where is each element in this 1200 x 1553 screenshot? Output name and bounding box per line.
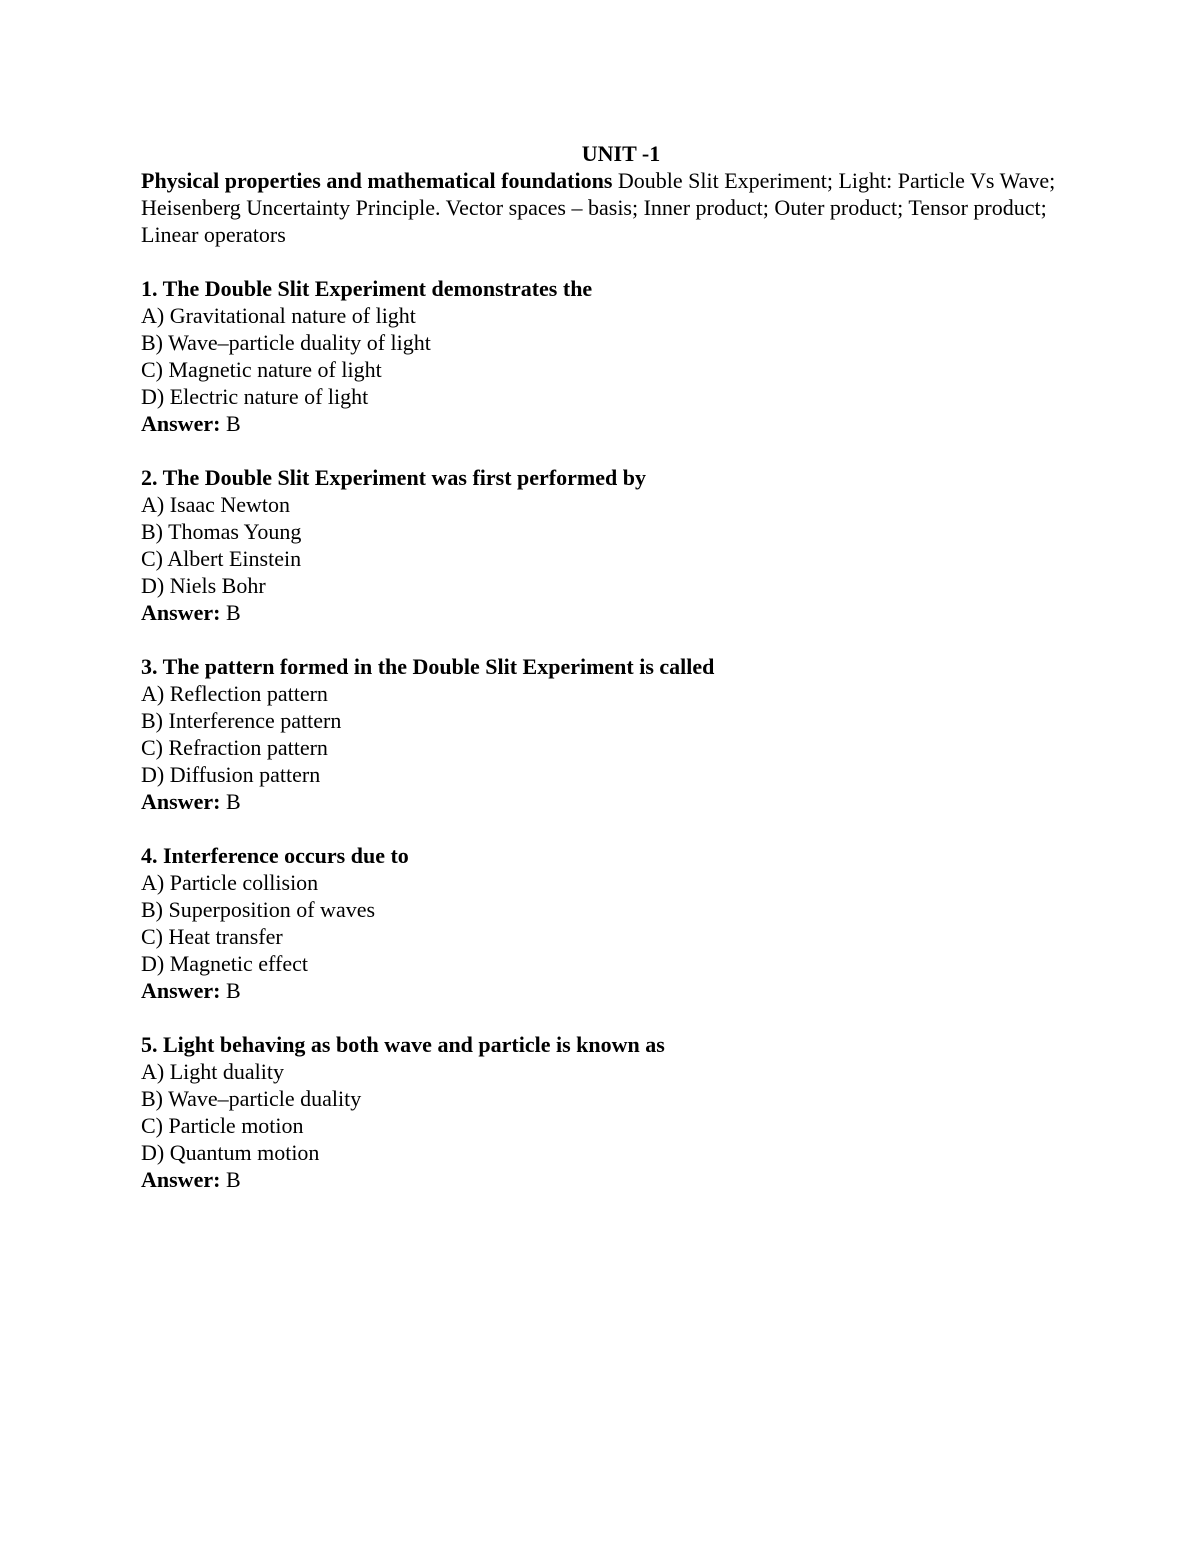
option-b: B) Wave–particle duality (141, 1086, 362, 1111)
option-d: D) Niels Bohr (141, 573, 266, 598)
answer-line (141, 788, 1071, 815)
answer-label: Answer: (141, 978, 221, 1003)
question-title: 3. The pattern formed in the Double Slit Experiment is called (141, 654, 715, 679)
question-2 (141, 464, 1071, 626)
option-a: A) Particle collision (141, 870, 319, 895)
intro-text: Double Slit Experiment; Light: Particle Vs Wave; Heisenberg Uncertainty Principle. Vector spaces – basis; Inner product; Outer product; Tensor product; Linear operators (141, 168, 1056, 247)
option-a: A) Isaac Newton (141, 492, 291, 517)
option-d: D) Electric nature of light (141, 384, 369, 409)
unit-title: UNIT -1 (581, 141, 661, 166)
answer-label: Answer: (141, 789, 221, 814)
answer-value: B (220, 1167, 241, 1192)
answer-line (141, 599, 1071, 626)
answer-value: B (220, 411, 241, 436)
option-a: A) Light duality (141, 1059, 284, 1084)
question-title: 1. The Double Slit Experiment demonstrates the (141, 276, 593, 301)
answer-label: Answer: (141, 600, 221, 625)
question-4 (141, 842, 1071, 1004)
option-b: B) Thomas Young (141, 519, 302, 544)
answer-value: B (220, 978, 241, 1003)
question-title: 4. Interference occurs due to (141, 843, 409, 868)
option-c: C) Heat transfer (141, 924, 283, 949)
answer-label: Answer: (141, 1167, 221, 1192)
question-3 (141, 653, 1071, 815)
option-c: C) Particle motion (141, 1113, 304, 1138)
answer-value: B (220, 789, 241, 814)
option-d: D) Magnetic effect (141, 951, 308, 976)
option-c: C) Magnetic nature of light (141, 357, 382, 382)
option-d: D) Quantum motion (141, 1140, 320, 1165)
option-b: B) Wave–particle duality of light (141, 330, 431, 355)
intro-bold-lead: Physical properties and mathematical foundations (141, 168, 613, 193)
answer-label: Answer: (141, 411, 221, 436)
option-c: C) Albert Einstein (141, 546, 302, 571)
option-d: D) Diffusion pattern (141, 762, 321, 787)
answer-line (141, 410, 1071, 437)
question-title: 5. Light behaving as both wave and particle is known as (141, 1032, 665, 1057)
question-5 (141, 1031, 1071, 1193)
question-1 (141, 275, 1071, 437)
option-b: B) Interference pattern (141, 708, 342, 733)
option-b: B) Superposition of waves (141, 897, 376, 922)
answer-line (141, 1166, 1071, 1193)
answer-line (141, 977, 1071, 1004)
document-page (141, 140, 1071, 1193)
option-a: A) Reflection pattern (141, 681, 328, 706)
question-title: 2. The Double Slit Experiment was first performed by (141, 465, 646, 490)
answer-value: B (220, 600, 241, 625)
option-a: A) Gravitational nature of light (141, 303, 416, 328)
unit-intro (141, 167, 1071, 248)
option-c: C) Refraction pattern (141, 735, 328, 760)
